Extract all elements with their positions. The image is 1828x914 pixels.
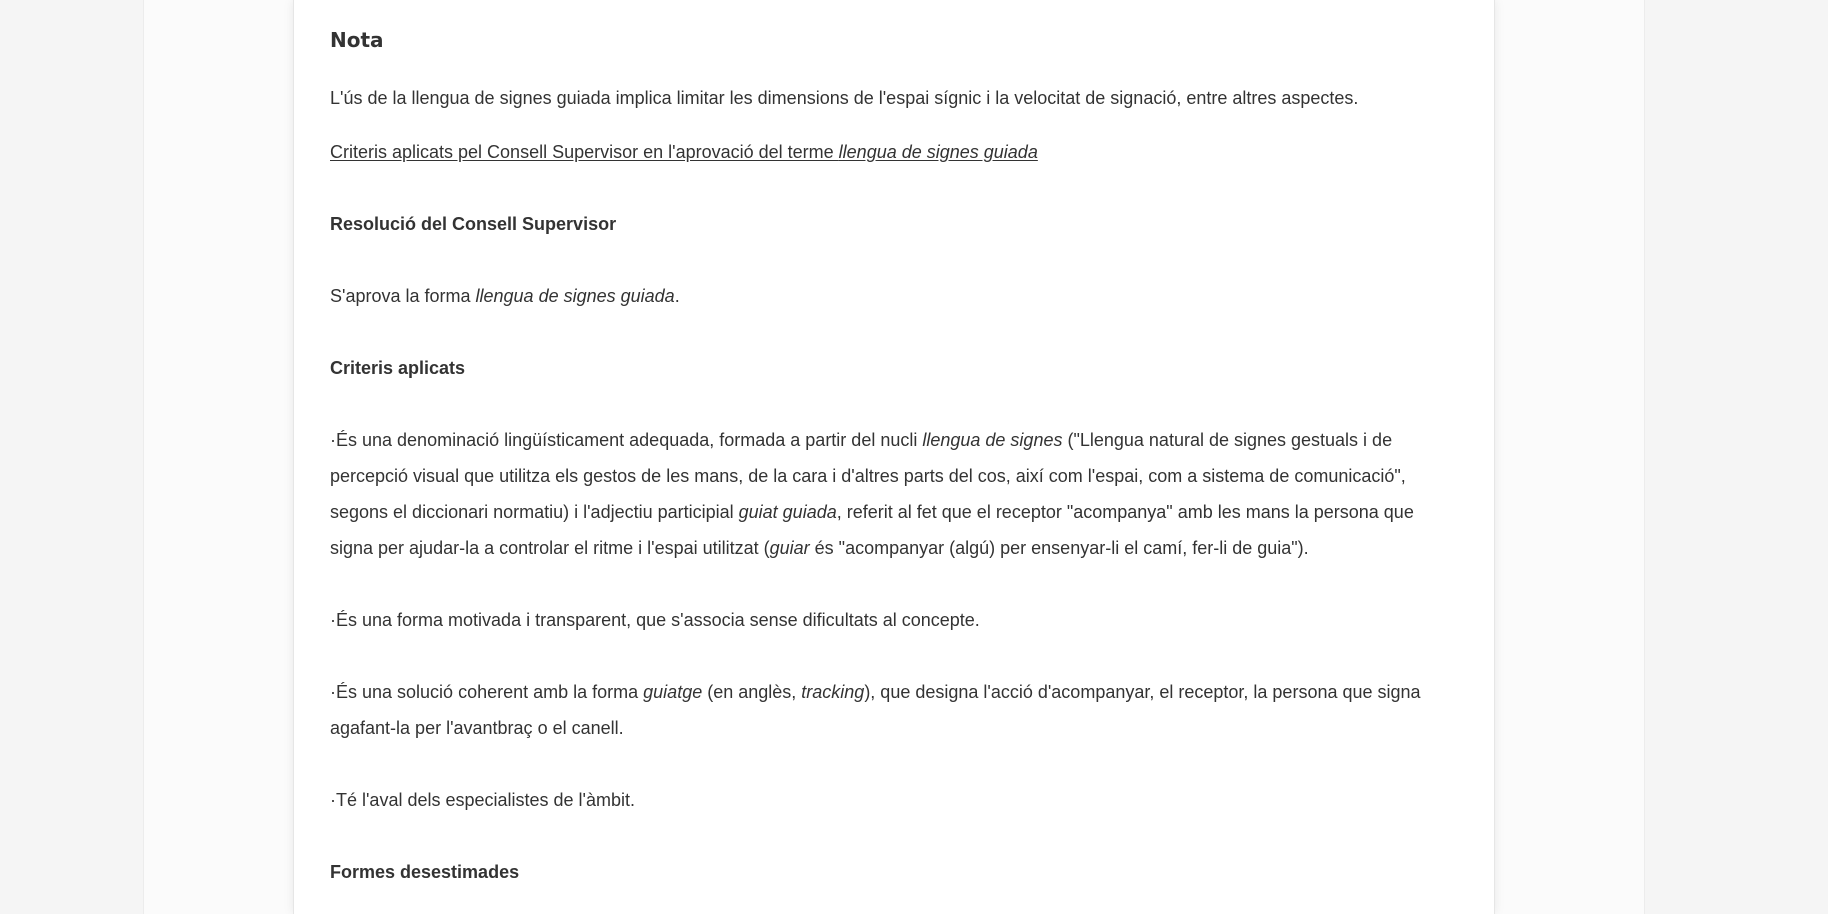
criterion-1-text-a: ·És una denominació lingüísticament adequada, formada a partir del nucli <box>330 430 923 450</box>
criterion-3-text-a: ·És una solució coherent amb la forma <box>330 682 644 702</box>
criterion-1-term-nucleus: llengua de signes <box>922 430 1063 450</box>
resolution-term: llengua de signes guiada <box>475 286 675 306</box>
note-heading: Nota <box>330 28 384 52</box>
criterion-1 <box>330 422 1430 566</box>
criteria-link-prefix: Criteris aplicats pel Consell Supervisor en l'aprovació del terme <box>330 142 839 162</box>
criterion-3 <box>330 674 1430 746</box>
criterion-3-text-e: ), que designa l'acció d'acompanyar, el receptor, la persona que signa agafant-la per l'avantbraç o el canell. <box>330 682 1421 738</box>
criteria-link[interactable] <box>330 142 1038 162</box>
content-card <box>293 0 1495 914</box>
criteria-link-term: llengua de signes guiada <box>838 142 1038 162</box>
criterion-1-text-g: és "acompanyar (algú) per ensenyar-li el camí, fer-li de guia"). <box>809 538 1309 558</box>
criterion-3-term-tracking: tracking <box>801 682 865 702</box>
resolution-heading: Resolució del Consell Supervisor <box>330 214 617 234</box>
criterion-3-term-guiatge: guiatge <box>643 682 703 702</box>
criteria-paragraph <box>330 134 1038 170</box>
criterion-1-term-guiar: guiar <box>769 538 810 558</box>
rejected-forms-heading: Formes desestimades <box>330 862 520 882</box>
criterion-2: ·És una forma motivada i transparent, que s'associa sense dificultats al concepte. <box>330 610 980 630</box>
criterion-1-term-adjective: guiat guiada <box>738 502 837 522</box>
resolution-prefix: S'aprova la forma <box>330 286 476 306</box>
criteria-heading: Criteris aplicats <box>330 358 466 378</box>
note-text: L'ús de la llengua de signes guiada implica limitar les dimensions de l'espai sígnic i la velocitat de signació, entre altres aspectes. <box>330 88 1359 108</box>
resolution-suffix: . <box>674 286 680 306</box>
criterion-1-text-e: , referit al fet que el receptor "acompanya" amb les mans la persona que signa per ajudar-la a controlar el ritme i l'espai utilitzat ( <box>330 502 1414 558</box>
criterion-4: ·Té l'aval dels especialistes de l'àmbit. <box>330 790 636 810</box>
criterion-1-text-c: ("Llengua natural de signes gestuals i de percepció visual que utilitza els gestos de les mans, de la cara i d'altres parts del cos, així com l'espai, com a sistema de comunicació", segons el diccionari normatiu) i l'adjectiu participial <box>330 430 1406 522</box>
criterion-3-text-c: (en anglès, <box>702 682 802 702</box>
resolution-text <box>330 278 680 314</box>
